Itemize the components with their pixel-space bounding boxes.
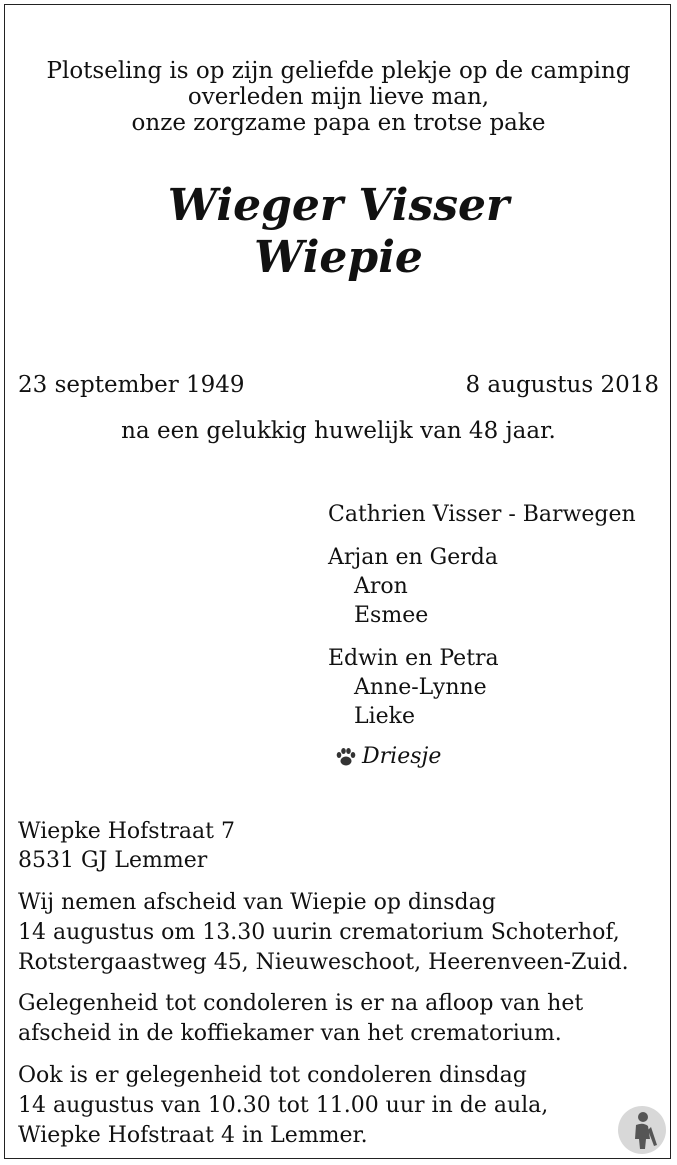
deceased-nickname: Wiepie <box>254 232 423 283</box>
paw-print-icon <box>334 745 358 769</box>
parents-name: Edwin en Petra <box>328 646 499 671</box>
condolence-line: Gelegenheid tot condoleren is er na afloop van het <box>18 991 584 1016</box>
extra-condolence-line: Wiepke Hofstraat 4 in Lemmer. <box>18 1123 368 1148</box>
family-group <box>328 644 636 731</box>
parents-name: Arjan en Gerda <box>328 545 498 570</box>
child-name: Lieke <box>354 704 416 729</box>
child-name: Aron <box>354 574 408 599</box>
child-name: Esmee <box>354 603 429 628</box>
home-address <box>18 817 235 875</box>
pet-name: Driesje <box>362 744 442 769</box>
extra-condolence-line: Ook is er gelegenheid tot condoleren dinsdag <box>18 1063 527 1088</box>
address-street: Wiepke Hofstraat 7 <box>18 819 235 844</box>
farewell-line: 14 augustus om 13.30 uurin crematorium Schoterhof, <box>18 920 620 945</box>
pet-entry <box>334 744 441 769</box>
extra-condolence-line: 14 augustus van 10.30 tot 11.00 uur in de aula, <box>18 1093 549 1118</box>
address-city: 8531 GJ Lemmer <box>18 848 208 873</box>
spouse-group <box>328 500 636 529</box>
farewell-line: Rotstergaastweg 45, Nieuweschoot, Heerenveen-Zuid. <box>18 950 629 975</box>
condolence-paragraph <box>18 989 583 1049</box>
spouse-name: Cathrien Visser - Barwegen <box>328 502 636 527</box>
intro-line-1: Plotseling is op zijn geliefde plekje op de camping <box>46 58 631 84</box>
deceased-name-block <box>0 180 677 284</box>
farewell-line: Wij nemen afscheid van Wiepie op dinsdag <box>18 890 496 915</box>
intro-line-3: onze zorgzame papa en trotse pake <box>131 110 546 136</box>
marriage-line: na een gelukkig huwelijk van 48 jaar. <box>121 418 556 444</box>
child-name: Anne-Lynne <box>354 675 487 700</box>
death-date: 8 augustus 2018 <box>465 372 659 398</box>
family-group <box>328 543 636 630</box>
deceased-name: Wieger Visser <box>167 180 510 231</box>
birth-date: 23 september 1949 <box>18 372 245 398</box>
family-list <box>328 500 636 745</box>
intro-line-2: overleden mijn lieve man, <box>187 84 490 110</box>
condolence-line: afscheid in de koffiekamer van het crematorium. <box>18 1021 562 1046</box>
farewell-paragraph <box>18 888 629 978</box>
figure-silhouette-logo-icon <box>617 1105 667 1155</box>
intro-text <box>0 58 677 136</box>
extra-condolence-paragraph <box>18 1061 548 1151</box>
